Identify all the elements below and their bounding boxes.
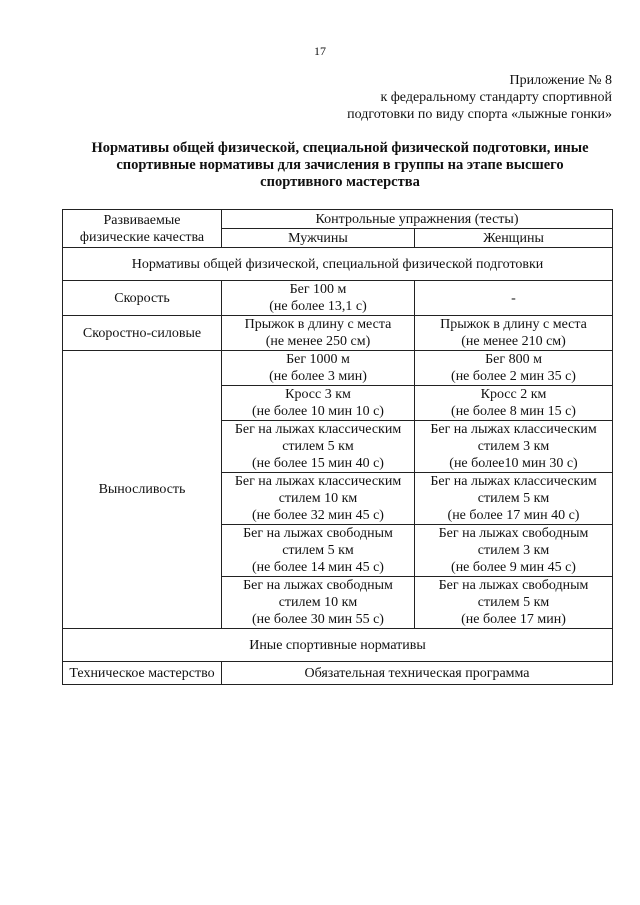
document-title [60, 140, 620, 191]
title-line: Нормативы общей физической, специальной физической подготовки, иные [91, 140, 589, 156]
table-row [63, 662, 613, 685]
women-cell: Бег на лыжах свободным стилем 5 км (не более 17 мин) [415, 577, 613, 629]
section-title: Иные спортивные нормативы [63, 629, 613, 662]
table-row [63, 281, 613, 316]
men-cell: Кросс 3 км (не более 10 мин 10 с) [222, 386, 415, 421]
men-cell: Бег на лыжах классическим стилем 5 км (не более 15 мин 40 с) [222, 421, 415, 473]
women-cell: Бег на лыжах свободным стилем 3 км (не более 9 мин 45 с) [415, 525, 613, 577]
appendix-reference [347, 72, 612, 123]
section-row [63, 629, 613, 662]
quality-cell: Выносливость [63, 351, 222, 629]
table-row [63, 351, 613, 386]
header-men: Мужчины [222, 229, 415, 248]
technique-cell: Обязательная техническая программа [222, 662, 613, 685]
section-row [63, 248, 613, 281]
appendix-line: Приложение № 8 [509, 73, 612, 88]
quality-cell: Скорость [63, 281, 222, 316]
table-header-row [63, 210, 613, 229]
appendix-line: к федеральному стандарту спортивной [380, 90, 612, 105]
women-cell: Кросс 2 км (не более 8 мин 15 с) [415, 386, 613, 421]
men-cell: Бег на лыжах свободным стилем 5 км (не более 14 мин 45 с) [222, 525, 415, 577]
title-line: спортивные нормативы для зачисления в группы на этапе высшего [116, 157, 564, 173]
title-line: спортивного мастерства [260, 174, 420, 190]
men-cell: Бег 1000 м (не более 3 мин) [222, 351, 415, 386]
quality-cell: Техническое мастерство [63, 662, 222, 685]
section-title: Нормативы общей физической, специальной физической подготовки [63, 248, 613, 281]
women-cell: Прыжок в длину с места (не менее 210 см) [415, 316, 613, 351]
header-women: Женщины [415, 229, 613, 248]
table-row [63, 316, 613, 351]
appendix-line: подготовки по виду спорта «лыжные гонки» [347, 107, 612, 122]
men-cell: Бег 100 м (не более 13,1 с) [222, 281, 415, 316]
men-cell: Бег на лыжах классическим стилем 10 км (не более 32 мин 45 с) [222, 473, 415, 525]
header-tests: Контрольные упражнения (тесты) [222, 210, 613, 229]
page-number: 17 [314, 44, 326, 58]
women-cell: Бег на лыжах классическим стилем 5 км (не более 17 мин 40 с) [415, 473, 613, 525]
women-cell: Бег на лыжах классическим стилем 3 км (не более10 мин 30 с) [415, 421, 613, 473]
women-cell: - [415, 281, 613, 316]
men-cell: Прыжок в длину с места (не менее 250 см) [222, 316, 415, 351]
header-qualities: Развиваемые физические качества [63, 210, 222, 248]
women-cell: Бег 800 м (не более 2 мин 35 с) [415, 351, 613, 386]
standards-table [62, 209, 613, 685]
men-cell: Бег на лыжах свободным стилем 10 км (не более 30 мин 55 с) [222, 577, 415, 629]
quality-cell: Скоростно-силовые [63, 316, 222, 351]
